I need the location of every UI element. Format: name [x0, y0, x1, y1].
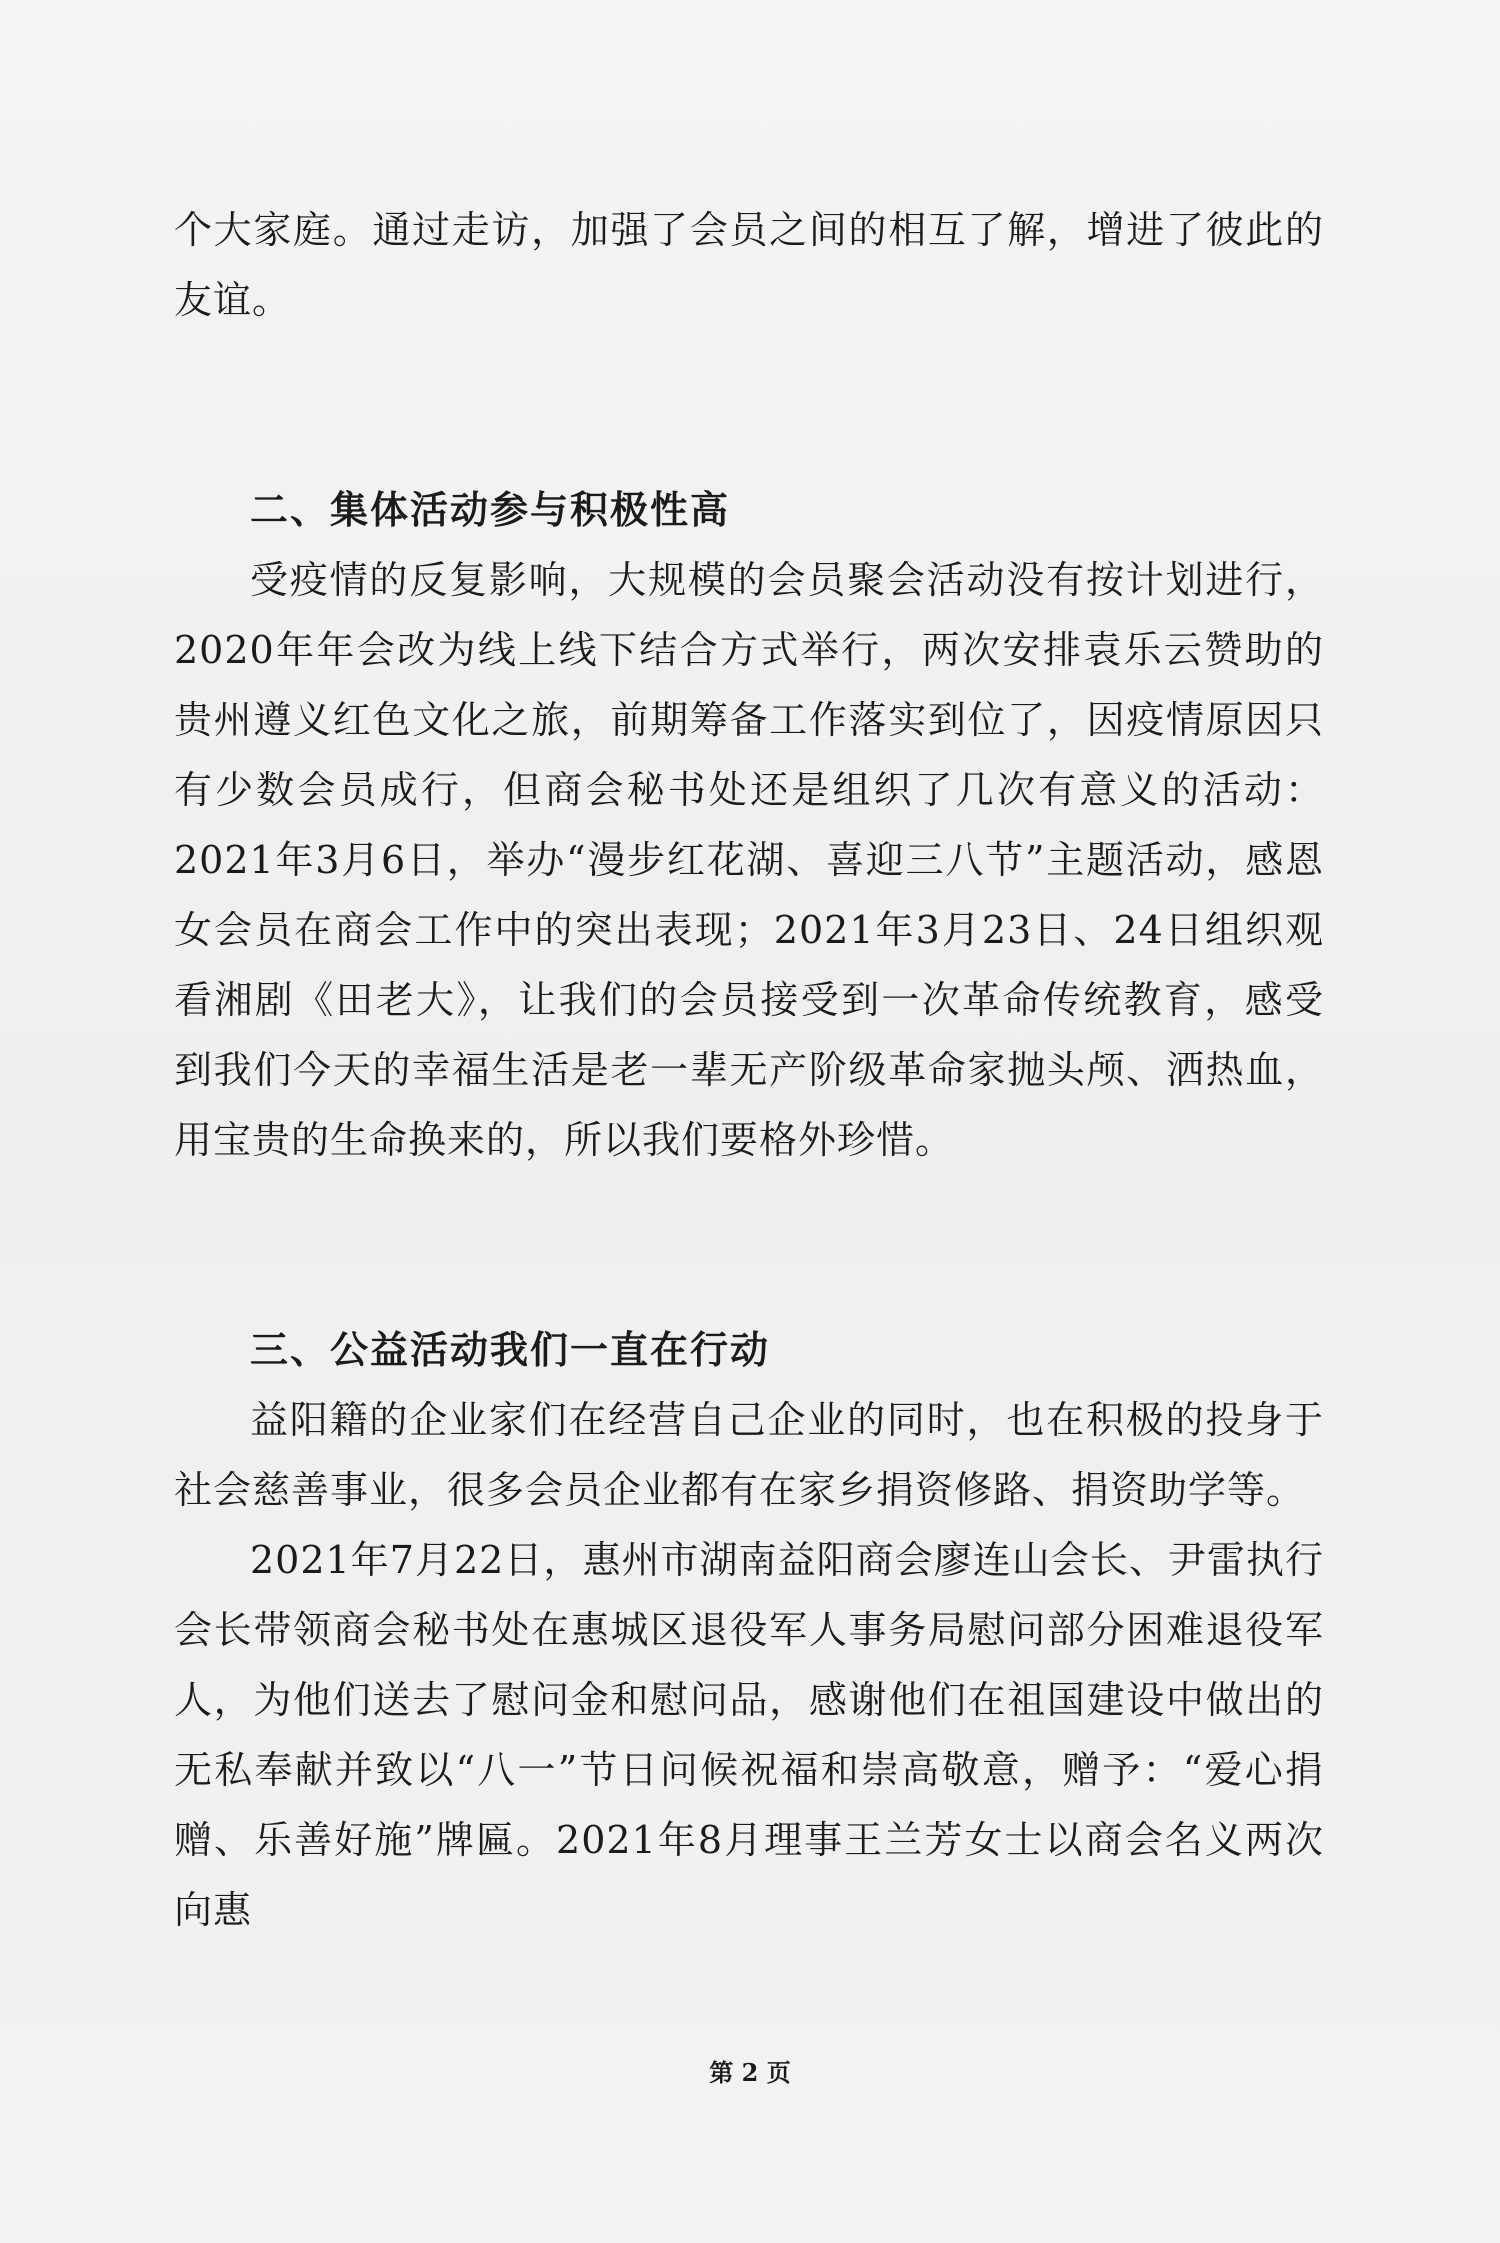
section-3-paragraph-2: 2021年7月22日，惠州市湖南益阳商会廖连山会长、尹雷执行会长带领商会秘书处在惠城区退役军人事务局慰问部分困难退役军人，为他们送去了慰问金和慰问品，感谢他们在祖国建设中做出的无私奉献并致以“八一”节日问候祝福和崇高敬意，赠予：“爱心捐赠、乐善好施”牌匾。2021年8月理事王兰芳女士以商会名义两次向惠 — [174, 1538, 1324, 1932]
section-3-paragraph-1: 益阳籍的企业家们在经营自己企业的同时，也在积极的投身于社会慈善事业，很多会员企业都有在家乡捐资修路、捐资助学等。 — [174, 1398, 1324, 1512]
intro-paragraph: 个大家庭。通过走访，加强了会员之间的相互了解，增进了彼此的友谊。 — [174, 208, 1324, 322]
section-2-heading: 二、集体活动参与积极性高 — [250, 488, 731, 532]
document-body — [174, 195, 1324, 1945]
section-2-paragraph-1: 受疫情的反复影响，大规模的会员聚会活动没有按计划进行，2020年年会改为线上线下结合方式举行，两次安排袁乐云赞助的贵州遵义红色文化之旅，前期筹备工作落实到位了，因疫情原因只有少数会员成行，但商会秘书处还是组织了几次有意义的活动：2021年3月6日，举办“漫步红花湖、喜迎三八节”主题活动，感恩女会员在商会工作中的突出表现；2021年3月23日、24日组织观看湘剧《田老大》，让我们的会员接受到一次革命传统教育，感受到我们今天的幸福生活是老一辈无产阶级革命家抛头颅、洒热血，用宝贵的生命换来的，所以我们要格外珍惜。 — [174, 558, 1324, 1162]
page-number: 第 2 页 — [709, 2058, 791, 2087]
section-3-heading: 三、公益活动我们一直在行动 — [250, 1328, 771, 1372]
